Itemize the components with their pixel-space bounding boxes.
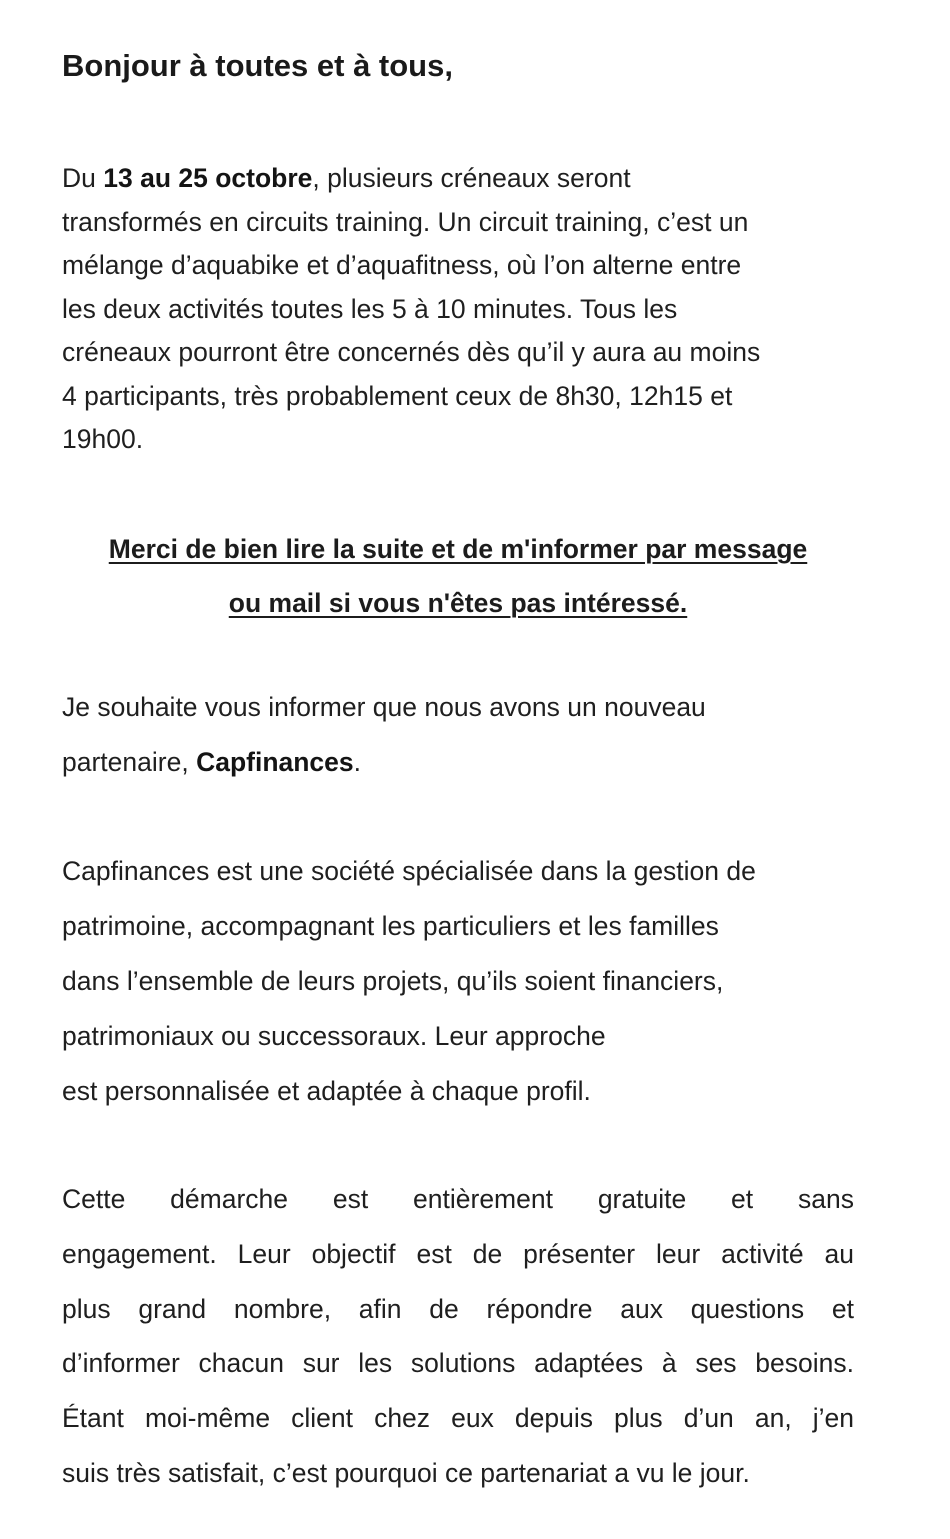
word: entièrement bbox=[413, 1184, 553, 1214]
word: questions bbox=[690, 1293, 805, 1324]
word: à bbox=[661, 1348, 677, 1379]
partner-line: Je souhaite vous informer que nous avons un nouveau bbox=[62, 692, 706, 722]
word: nombre, bbox=[233, 1293, 332, 1324]
intro-paragraph bbox=[62, 157, 862, 462]
greeting-heading: Bonjour à toutes et à tous, bbox=[62, 48, 453, 83]
word: de bbox=[429, 1293, 459, 1324]
word: chez bbox=[374, 1403, 431, 1434]
word: et bbox=[831, 1293, 854, 1324]
approach-line bbox=[62, 1227, 854, 1282]
date-range: 13 au 25 octobre bbox=[103, 163, 313, 193]
notice-line bbox=[62, 522, 854, 576]
intro-text: , plusieurs créneaux seront bbox=[312, 163, 631, 193]
word: sans bbox=[797, 1184, 854, 1214]
word: plus bbox=[614, 1403, 663, 1434]
partner-text: . bbox=[353, 747, 362, 777]
word: répondre bbox=[486, 1293, 593, 1324]
word: au bbox=[824, 1238, 854, 1269]
word: démarche bbox=[170, 1184, 289, 1214]
intro-text: Du bbox=[62, 163, 104, 193]
word: engagement. bbox=[62, 1238, 217, 1269]
company-line: est personnalisée et adaptée à chaque profil. bbox=[62, 1076, 591, 1106]
word: présenter bbox=[523, 1238, 636, 1269]
partner-line bbox=[62, 735, 706, 790]
notice-paragraph bbox=[62, 522, 854, 630]
word: j’en bbox=[812, 1403, 854, 1434]
word: aux bbox=[620, 1293, 663, 1324]
word: leur bbox=[655, 1238, 701, 1269]
word: est bbox=[332, 1184, 369, 1214]
intro-line: transformés en circuits training. Un circuit training, c’est un bbox=[62, 206, 749, 237]
word: est bbox=[416, 1238, 452, 1269]
word: Cette bbox=[62, 1184, 126, 1214]
company-line: patrimoniaux ou successoraux. Leur approche bbox=[62, 1021, 606, 1051]
word: chacun bbox=[198, 1348, 284, 1379]
intro-line: créneaux pourront être concernés dès qu’il y aura au moins bbox=[62, 337, 761, 367]
word: Leur bbox=[237, 1238, 291, 1269]
word: depuis bbox=[514, 1403, 593, 1434]
word: et bbox=[731, 1184, 754, 1214]
word: Étant bbox=[62, 1403, 124, 1434]
intro-line: 19h00. bbox=[62, 424, 144, 454]
company-line: dans l’ensemble de leurs projets, qu’ils soient financiers, bbox=[62, 966, 724, 996]
approach-paragraph bbox=[62, 1172, 854, 1501]
partner-paragraph bbox=[62, 680, 706, 790]
word: de bbox=[472, 1238, 503, 1269]
word: grand bbox=[138, 1293, 207, 1324]
word: activité bbox=[721, 1238, 804, 1269]
word: gratuite bbox=[597, 1184, 687, 1214]
notice-text: ou mail si vous n'êtes pas intéressé. bbox=[228, 588, 688, 618]
notice-text: Merci de bien lire la suite et de m'informer par message bbox=[108, 534, 808, 564]
partner-text: partenaire, bbox=[62, 747, 197, 777]
approach-line bbox=[62, 1172, 854, 1227]
word: les bbox=[358, 1348, 393, 1379]
notice-line bbox=[62, 576, 854, 630]
word: adaptées bbox=[534, 1348, 644, 1379]
intro-line bbox=[62, 157, 862, 201]
word: d’informer bbox=[62, 1348, 180, 1379]
word: objectif bbox=[311, 1238, 396, 1269]
company-line: Capfinances est une société spécialisée dans la gestion de bbox=[62, 856, 756, 886]
company-paragraph bbox=[62, 844, 756, 1119]
intro-line: les deux activités toutes les 5 à 10 minutes. Tous les bbox=[62, 293, 678, 324]
word: besoins. bbox=[755, 1348, 854, 1379]
word: plus bbox=[62, 1293, 111, 1324]
partner-name: Capfinances bbox=[196, 747, 354, 777]
word: sur bbox=[302, 1348, 340, 1379]
word: eux bbox=[451, 1403, 494, 1434]
word: ses bbox=[695, 1348, 737, 1379]
company-line: patrimoine, accompagnant les particuliers et les familles bbox=[62, 911, 719, 941]
word: an, bbox=[754, 1403, 792, 1434]
word: afin bbox=[358, 1293, 402, 1324]
word: client bbox=[291, 1403, 354, 1434]
word: d’un bbox=[683, 1403, 734, 1434]
word: moi-même bbox=[144, 1403, 271, 1434]
intro-line: 4 participants, très probablement ceux de 8h30, 12h15 et bbox=[62, 380, 733, 411]
intro-line: mélange d’aquabike et d’aquafitness, où l’on alterne entre bbox=[62, 250, 742, 280]
word: solutions bbox=[410, 1348, 516, 1379]
approach-line bbox=[62, 1336, 854, 1391]
approach-line bbox=[62, 1391, 854, 1446]
approach-line: suis très satisfait, c’est pourquoi ce partenariat a vu le jour. bbox=[62, 1457, 750, 1488]
approach-line bbox=[62, 1282, 854, 1337]
